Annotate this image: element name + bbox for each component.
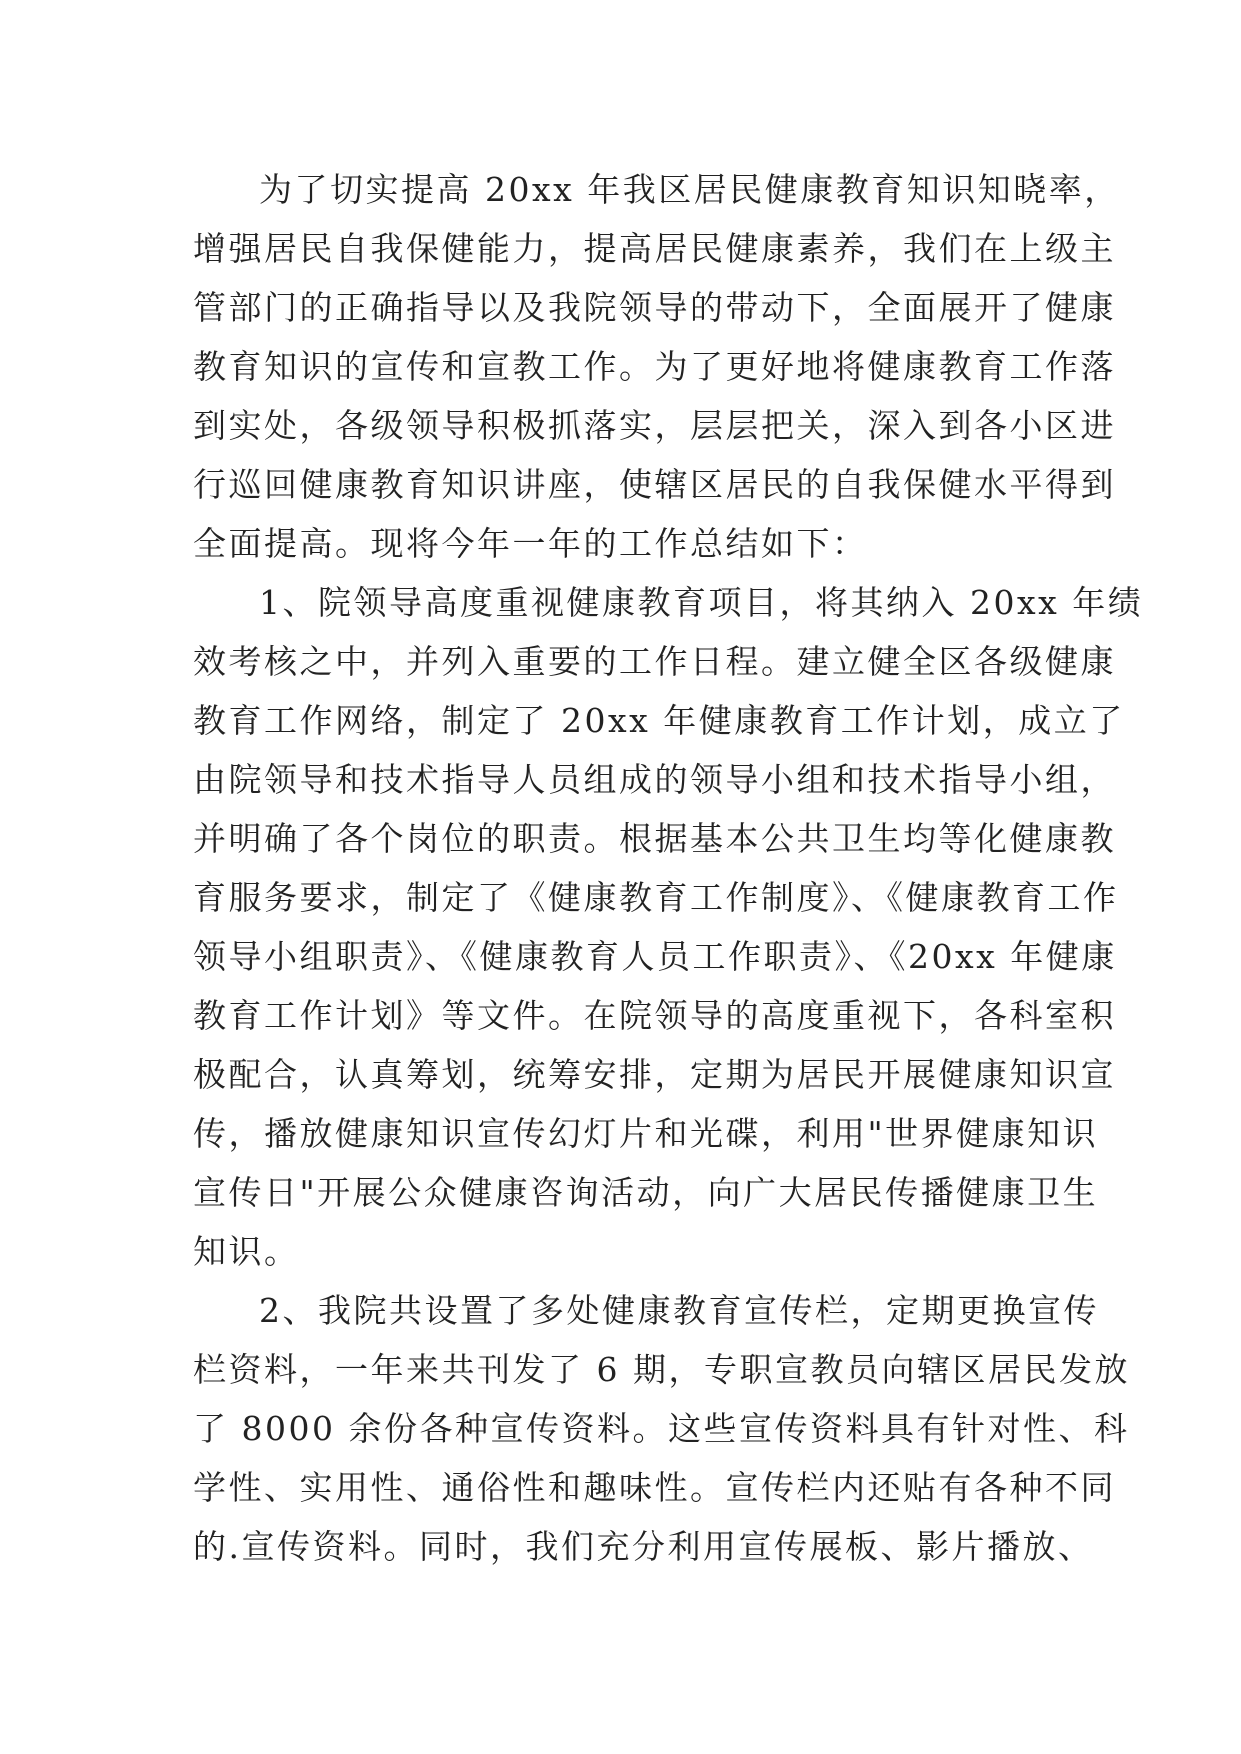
text-line: 栏资料，一年来共刊发了 6 期，专职宣教员向辖区居民发放 (193, 1350, 1130, 1389)
text-line: 学性、实用性、通俗性和趣味性。宣传栏内还贴有各种不同 (193, 1468, 1116, 1507)
text-line: 的.宣传资料。同时，我们充分利用宣传展板、影片播放、 (193, 1527, 1094, 1566)
text-line: 宣传日"开展公众健康咨询活动，向广大居民传播健康卫生 (193, 1173, 1099, 1212)
text-line: 由院领导和技术指导人员组成的领导小组和技术指导小组， (193, 760, 1116, 799)
text-line: 效考核之中，并列入重要的工作日程。建立健全区各级健康 (193, 642, 1116, 681)
text-line: 到实处，各级领导积极抓落实，层层把关，深入到各小区进 (193, 406, 1116, 445)
text-line: 教育工作网络，制定了 20xx 年健康教育工作计划，成立了 (193, 701, 1125, 740)
text-line: 行巡回健康教育知识讲座，使辖区居民的自我保健水平得到 (193, 465, 1116, 504)
text-line: 管部门的正确指导以及我院领导的带动下，全面展开了健康 (193, 288, 1116, 327)
paragraph-item-2 (193, 1281, 1130, 1576)
text-line: 增强居民自我保健能力，提高居民健康素养，我们在上级主 (193, 229, 1116, 268)
text-line: 并明确了各个岗位的职责。根据基本公共卫生均等化健康教 (193, 819, 1116, 858)
text-line: 领导小组职责》、《健康教育人员工作职责》、《20xx 年健康 (193, 937, 1117, 976)
text-line: 极配合，认真筹划，统筹安排，定期为居民开展健康知识宣 (193, 1055, 1116, 1094)
text-line: 教育工作计划》等文件。在院领导的高度重视下，各科室积 (193, 996, 1116, 1035)
text-line: 了 8000 余份各种宣传资料。这些宣传资料具有针对性、科 (193, 1409, 1130, 1448)
text-line: 知识。 (193, 1232, 300, 1271)
text-line: 教育知识的宣传和宣教工作。为了更好地将健康教育工作落 (193, 347, 1116, 386)
text-line: 2、我院共设置了多处健康教育宣传栏，定期更换宣传 (259, 1291, 1099, 1330)
paragraph-intro (193, 160, 1120, 573)
text-line: 为了切实提高 20xx 年我区居民健康教育知识知晓率， (259, 170, 1120, 209)
text-line: 1、院领导高度重视健康教育项目，将其纳入 20xx 年绩 (259, 583, 1144, 622)
paragraph-item-1 (193, 573, 1144, 1281)
document-body (193, 160, 1144, 1576)
text-line: 育服务要求，制定了《健康教育工作制度》、《健康教育工作 (193, 878, 1119, 917)
text-line: 全面提高。现将今年一年的工作总结如下： (193, 524, 868, 563)
text-line: 传，播放健康知识宣传幻灯片和光碟，利用"世界健康知识 (193, 1114, 1099, 1153)
